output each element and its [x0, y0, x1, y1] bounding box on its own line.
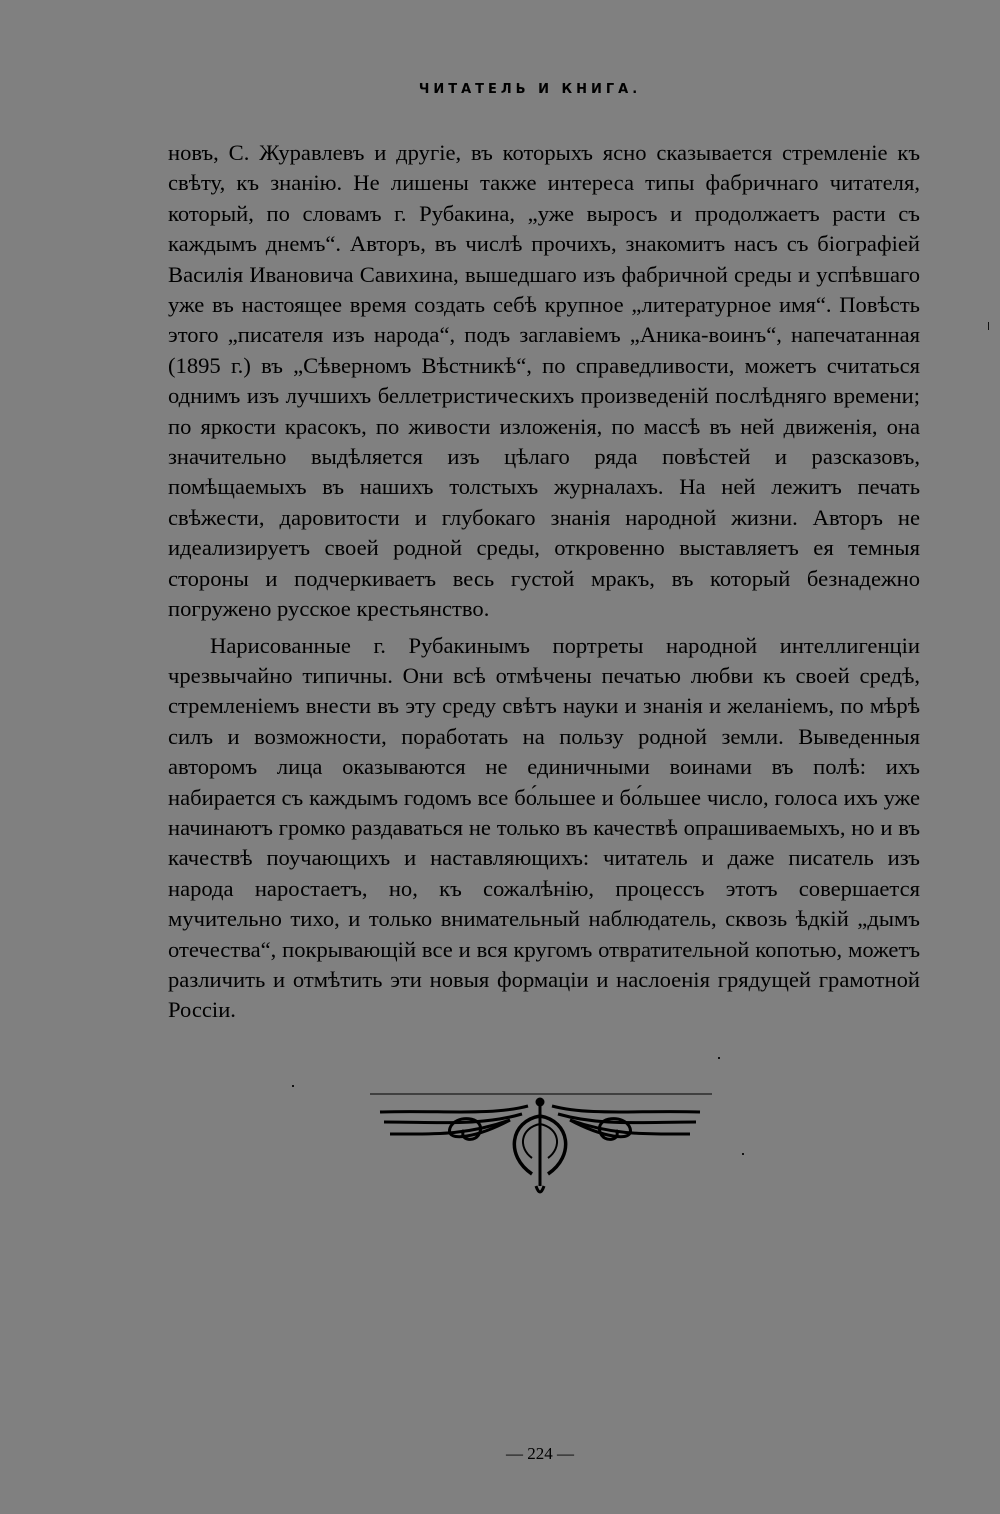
paragraph-1: новъ, С. Журавлевъ и другіе, въ которыхъ ясно сказывается стремленіе къ свѣту, къ знанію. Не лишены также интереса типы фабричнаго читателя, который, по словамъ г. Рубакина, „уже выросъ и продолжаетъ расти съ каждымъ днемъ“. Авторъ, въ числѣ прочихъ, знакомитъ насъ съ біографіей Василія Ивановича Савихина, вышедшаго изъ фабричной среды и успѣвшаго уже въ настоящее время создать себѣ крупное „литературное имя“. Повѣсть этого „писателя изъ народа“, подъ заглавіемъ „Аника-воинъ“, напечатанная (1895 г.) въ „Сѣверномъ Вѣстникѣ“, по справедливости, можетъ считаться однимъ изъ лучшихъ беллетристическихъ произведеній послѣдняго времени; по яркости красокъ, по живости изложенія, по массѣ въ ней движенія, она значительно выдѣляется изъ цѣлаго ряда повѣстей и разсказовъ, помѣщаемыхъ въ нашихъ толстыхъ журналахъ. На ней лежитъ печать свѣжести, даровитости и глубокаго знанія народной жизни. Авторъ не идеализируетъ своей родной среды, откровенно выставляетъ ея темныя стороны и подчеркиваетъ весь густой мракъ, въ который безнадежно погружено русское крестьянство.: [168, 140, 920, 622]
scroll-ornament-icon: [360, 1086, 720, 1201]
scan-speck: [742, 1153, 744, 1155]
page-number: — 224 —: [506, 1444, 574, 1463]
body-text: [168, 138, 920, 1026]
scan-speck: [292, 1085, 294, 1087]
running-head: ЧИТАТЕЛЬ И КНИГА.: [418, 82, 642, 97]
paragraph-2: Нарисованные г. Рубакинымъ портреты народной интеллигенціи чрезвычайно типичны. Они всѣ отмѣчены печатью любви къ своей средѣ, стремленіемъ внести въ эту среду свѣтъ науки и знанія и желаніемъ, по мѣрѣ силъ и возможности, поработать на пользу родной земли. Выведенныя авторомъ лица оказываются не единичными воинами въ полѣ: ихъ набирается съ каждымъ годомъ все бо́льшее и бо́льшее число, голоса ихъ уже начинаютъ громко раздаваться не только въ качествѣ опрашиваемыхъ, но и въ качествѣ поучающихъ и наставляющихъ: читатель и даже писатель изъ народа наростаетъ, но, къ сожалѣнію, процессъ этотъ совершается мучительно тихо, и только внимательный наблюдатель, сквозь ѣдкій „дымъ отечества“, покрывающій все и вся кругомъ отвратительной копотью, можетъ различить и отмѣтить эти новыя формаціи и наслоенія грядущей грамотной Россіи.: [168, 632, 920, 1023]
scan-speck: [988, 322, 989, 330]
scan-speck: [718, 1057, 720, 1059]
